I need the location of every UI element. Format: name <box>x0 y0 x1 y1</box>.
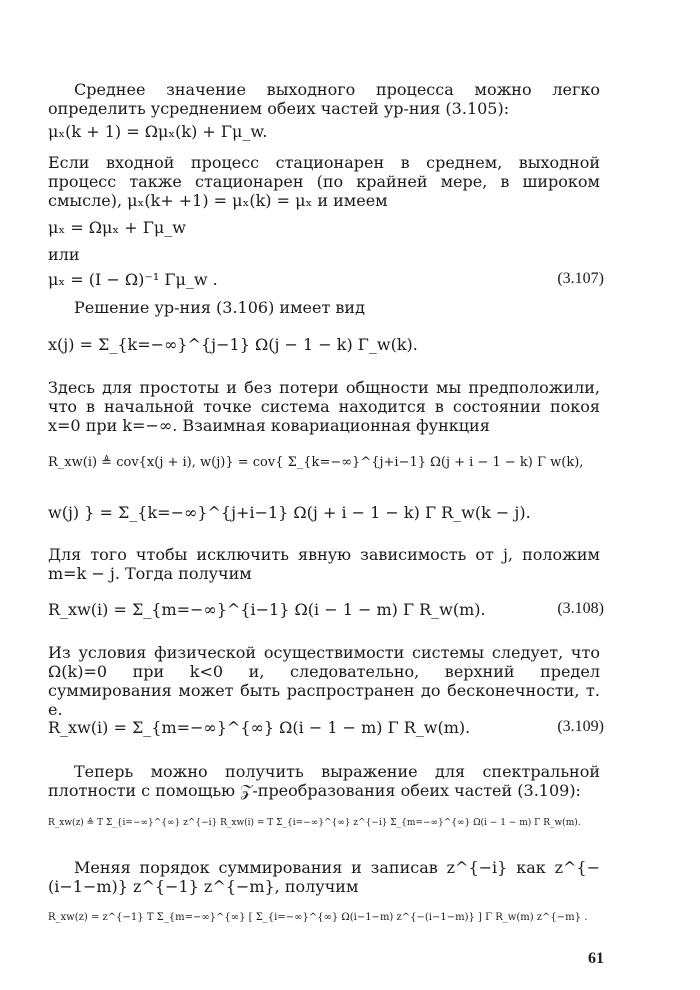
equation-mean-recursion <box>48 122 600 141</box>
equation-3-107 <box>48 270 600 289</box>
equation-stationary-mean <box>48 218 600 237</box>
equation-3-108 <box>48 600 600 619</box>
paragraph-5: Для того чтобы исключить явную зависимость от j, положим m=k − j. Тогда получим <box>48 545 600 583</box>
page-number: 61 <box>588 950 604 967</box>
word-or <box>48 245 600 264</box>
equation-text: R_xw(z) = z^{−1} T Σ_{m=−∞}^{∞} [ Σ_{i=−∞}^{∞} Ω(i−1−m) z^{−(i−1−m)} ] Γ R_w(m) z^{−m} . <box>48 912 588 923</box>
equation-cross-covariance-2 <box>48 503 600 522</box>
equation-z-transform <box>48 818 600 828</box>
equation-text: R_xw(i) = Σ_{m=−∞}^{∞} Ω(i − 1 − m) Γ R_w(m). <box>48 718 471 737</box>
paragraph-3: Решение ур-ния (3.106) имеет вид <box>74 298 365 317</box>
equation-reordered-sum <box>48 912 600 923</box>
equation-text: R_xw(i) = Σ_{m=−∞}^{i−1} Ω(i − 1 − m) Γ R_w(m). <box>48 600 486 619</box>
paragraph-7: Теперь можно получить выражение для спектральной плотности с помощью 𝒵-преобразования обеих частей (3.109): <box>48 762 600 800</box>
equation-text: x(j) = Σ_{k=−∞}^{j−1} Ω(j − 1 − k) Γ_w(k). <box>48 335 418 354</box>
equation-text: R_xw(z) ≜ T Σ_{i=−∞}^{∞} z^{−i} R_xw(i) = T Σ_{i=−∞}^{∞} z^{−i} Σ_{m=−∞}^{∞} Ω(i − 1 − m) Γ R_w(m). <box>48 818 581 828</box>
paragraph-1: Среднее значение выходного процесса можно легко определить усреднением обеих частей ур-ния (3.105): <box>48 80 600 118</box>
equation-state-solution <box>48 335 600 354</box>
paragraph-6: Из условия физической осуществимости системы следует, что Ω(k)=0 при k<0 и, следовательно, верхний предел суммирования может быть распространен до бесконечности, т. е. <box>48 643 600 719</box>
equation-number-3-109: (3.109) <box>557 718 604 735</box>
equation-text: w(j) } = Σ_{k=−∞}^{j+i−1} Ω(j + i − 1 − k) Γ R_w(k − j). <box>48 503 531 522</box>
or-text: или <box>48 245 80 264</box>
equation-cross-covariance-1 <box>48 455 600 470</box>
equation-number-3-107: (3.107) <box>557 270 604 287</box>
equation-text: μₓ = (I − Ω)⁻¹ Γμ_w . <box>48 270 218 289</box>
equation-text: R_xw(i) ≜ cov{x(j + i), w(j)} = cov{ Σ_{k=−∞}^{j+i−1} Ω(j + i − 1 − k) Γ w(k), <box>48 455 584 470</box>
paragraph-8: Меняя порядок суммирования и записав z^{−i} как z^{−(i−1−m)} z^{−1} z^{−m}, получим <box>48 858 600 896</box>
equation-text: μₓ(k + 1) = Ωμₓ(k) + Γμ_w. <box>48 122 268 141</box>
paragraph-2: Если входной процесс стационарен в среднем, выходной процесс также стационарен (по крайней мере, в широком смысле), μₓ(k+ +1) = μₓ(k) = μₓ и имеем <box>48 153 600 210</box>
equation-text: μₓ = Ωμₓ + Γμ_w <box>48 218 186 237</box>
equation-number-3-108: (3.108) <box>557 600 604 617</box>
paragraph-4: Здесь для простоты и без потери общности мы предположили, что в начальной точке система находится в состоянии покоя x=0 при k=−∞. Взаимная ковариационная функция <box>48 378 600 435</box>
equation-3-109 <box>48 718 600 737</box>
